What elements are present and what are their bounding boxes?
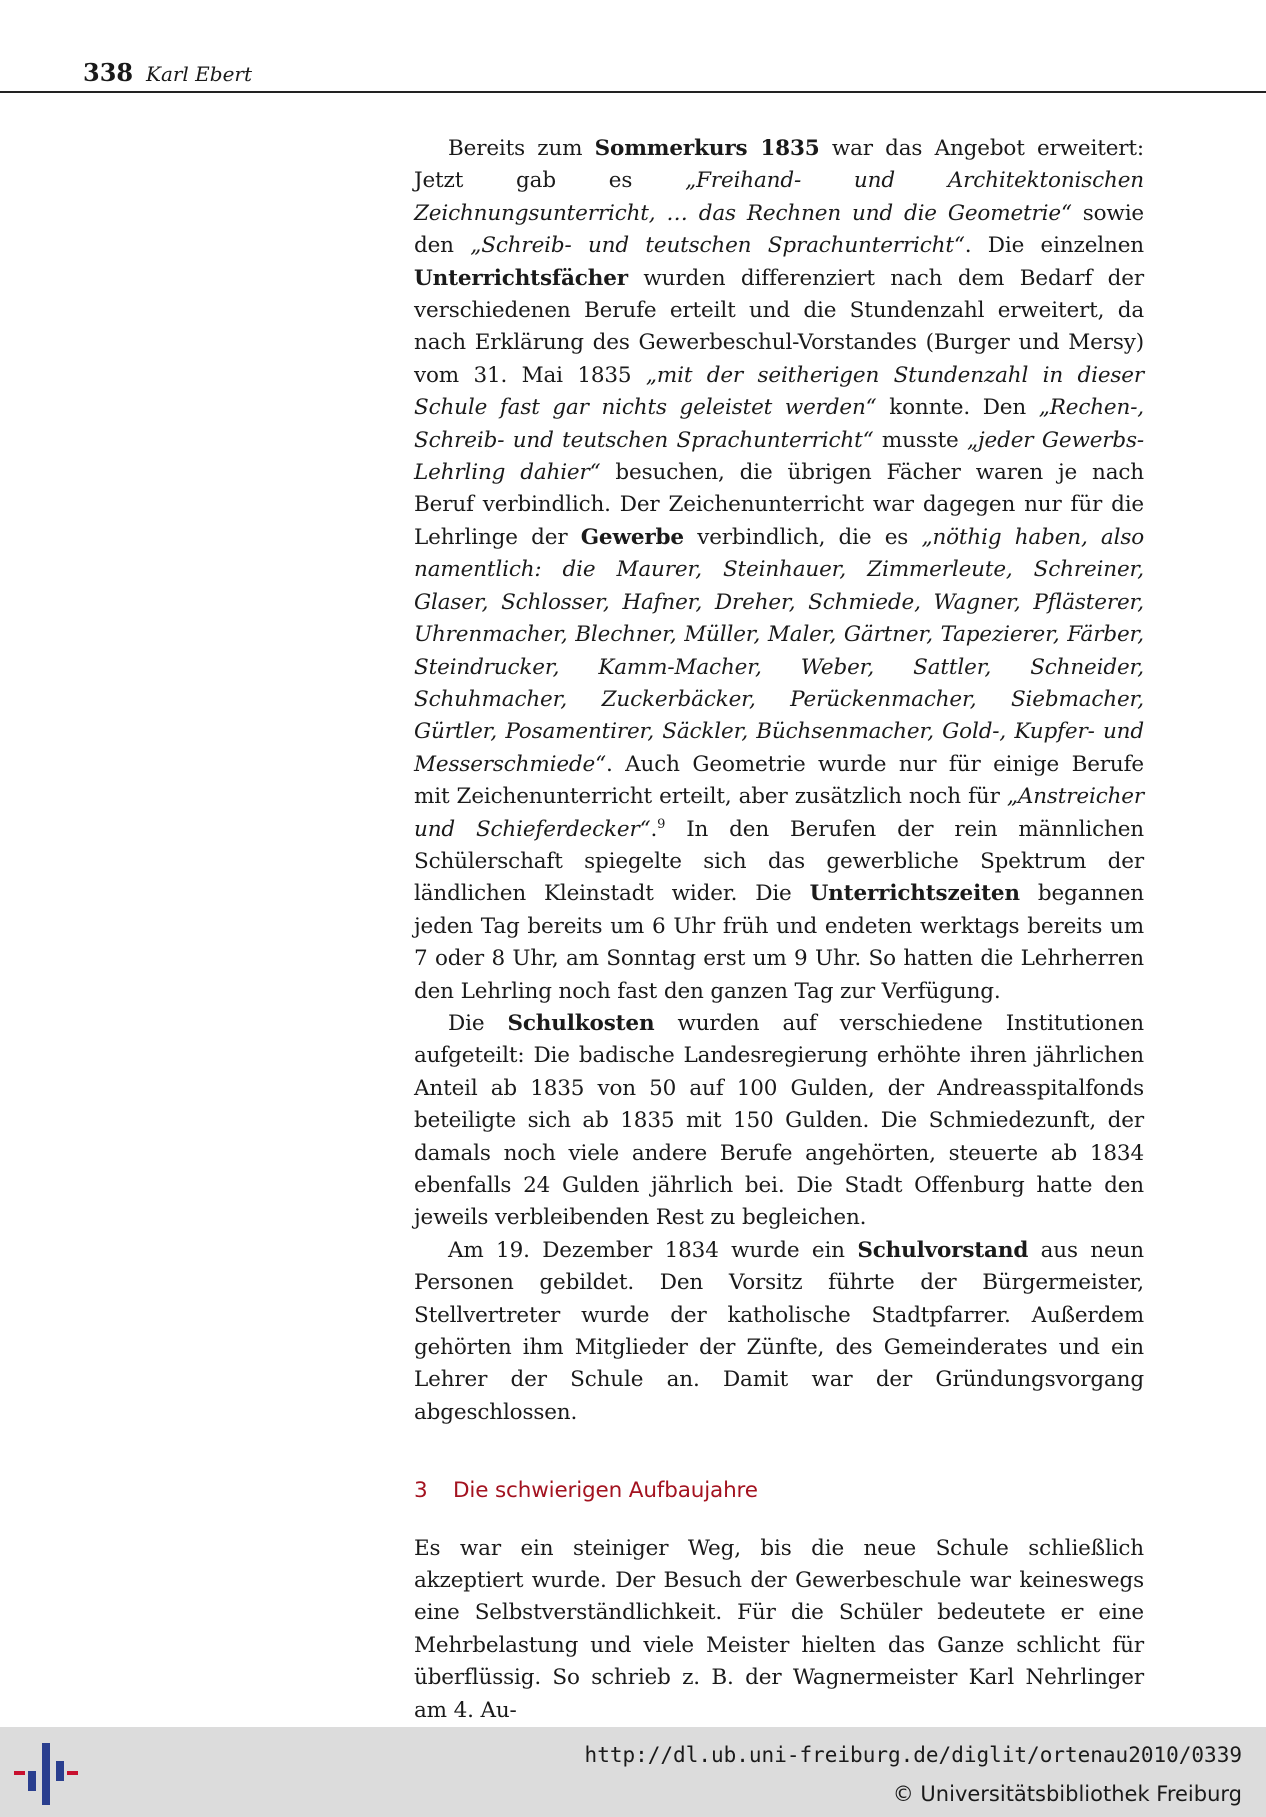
text-run: Die <box>448 1010 508 1036</box>
quotation: „Schreib- und teutschen Sprachunterricht“ <box>470 233 965 259</box>
text-run: musste <box>873 427 968 453</box>
text-run: sowie den <box>414 200 1144 259</box>
paragraph <box>414 1533 1144 1727</box>
quotation: „Anstreicher und Schieferdecker“ <box>414 784 1144 842</box>
bold-term: Schulvorstand <box>857 1237 1029 1263</box>
text-run: konnte. Den <box>876 395 1039 421</box>
text-run: Es war ein steiniger Weg, bis die neue Schule schließlich akzeptiert wurde. Der Besuch der Gewerbeschule war keineswegs eine Selbstverständlichkeit. Für die Schüler bedeutete er eine Mehrbelastung und viele Meister hielten das Ganze schlicht für überflüssig. So schrieb z. B. der Wagnermeister Karl Nehrlinger am 4. Au- <box>414 1535 1144 1723</box>
section-number: 3 <box>414 1478 428 1504</box>
ub-freiburg-logo-icon <box>10 1741 82 1807</box>
main-text <box>414 133 1144 1727</box>
paragraph <box>414 133 1144 1008</box>
quotation: „mit der seitherigen Stundenzahl in dieser Schule fast gar nichts geleistet werden“ <box>414 362 1144 421</box>
text-run: Bereits zum <box>448 136 595 161</box>
text-run: verbindlich, die es <box>683 524 922 550</box>
quotation: „nöthig haben, also namentlich: die Maurer, Steinhauer, Zimmerleute, Schreiner, Glaser, Schlosser, Hafner, Dreher, Schmiede, Wagner, Pflästerer, Uhrenmacher, Blechner, Müller, Maler, Gärtner, Tapezierer, Färber, Steindrucker, Kamm-Macher, Weber, Sattler, Schneider, Schuhmacher, Zuckerbäcker, Perückenmacher, Siebmacher, Gürtler, Posamentirer, Säckler, Büchsenmacher, Gold-, Kupfer- und Messerschmiede“ <box>414 524 1144 777</box>
source-url[interactable]: http://dl.ub.uni-freiburg.de/diglit/ortenau2010/0339 <box>584 1743 1242 1767</box>
copyright-notice: © Universitätsbibliothek Freiburg <box>892 1782 1242 1806</box>
text-run: wurden differenziert nach dem Bedarf der verschiedenen Berufe erteilt und die Stundenzahl erweitert, da nach Erklärung des Gewerbeschul-Vorstandes (Burger und Mersy) vom 31. Mai 1835 <box>414 265 1144 388</box>
section-title: Die schwierigen Aufbaujahre <box>453 1478 758 1504</box>
text-run: besuchen, die übrigen Fächer waren je nach Beruf verbindlich. Der Zeichenunterricht war dagegen nur für die Lehrlinge der <box>414 460 1144 550</box>
bold-term: Gewerbe <box>580 524 684 550</box>
header-rule <box>0 91 1266 93</box>
paragraph <box>414 1235 1144 1429</box>
text-run: . Auch Geometrie wurde nur für einige Berufe mit Zeichenunterricht erteilt, aber zusätzlich noch für <box>414 751 1144 810</box>
bold-term: Sommerkurs 1835 <box>594 136 820 161</box>
running-head: Karl Ebert <box>146 62 253 86</box>
text-run: wurden auf verschiedene Institutionen aufgeteilt: Die badische Landesregierung erhöhte ihren jährlichen Anteil ab 1835 von 50 auf 100 Gulden, der Andreasspitalfonds beteiligte sich ab 1835 mit 150 Gulden. Die Schmiedezunft, der damals noch viele andere Berufe angehörten, steuerte ab 1834 ebenfalls 24 Gulden jährlich bei. Die Stadt Offenburg hatte den jeweils verbleibenden Rest zu begleichen. <box>414 1010 1145 1231</box>
paragraph <box>414 1008 1144 1235</box>
section-heading <box>414 1475 1144 1507</box>
quotation: „Rechen-, Schreib- und teutschen Sprachunterricht“ <box>414 395 1144 453</box>
text-run: . <box>650 816 658 842</box>
text-run: In den Berufen der rein männlichen Schülerschaft spiegelte sich das gewerbliche Spektrum der ländlichen Kleinstadt wider. Die <box>414 816 1144 907</box>
bold-term: Unterrichtsfächer <box>414 265 628 291</box>
text-run: war das Angebot erweitert: Jetzt gab es <box>414 136 1144 194</box>
page-footer <box>0 1727 1266 1817</box>
footnote-ref: 9 <box>657 816 666 832</box>
text-run: . Die einzelnen <box>964 233 1144 259</box>
text-run: begannen jeden Tag bereits um 6 Uhr früh und endeten werktags bereits um 7 oder 8 Uhr, am Sonntag erst um 9 Uhr. So hatten die Lehrherren den Lehrling noch fast den ganzen Tag zur Verfügung. <box>414 881 1144 1004</box>
page-number: 338 <box>83 58 134 87</box>
text-run: aus neun Personen gebildet. Den Vorsitz führte der Bürgermeister, Stellvertreter wurde der katholische Stadtpfarrer. Außerdem gehörten ihm Mitglieder der Zünfte, des Gemeinderates und ein Lehrer der Schule an. Damit war der Gründungsvorgang abgeschlossen. <box>414 1237 1144 1425</box>
bold-term: Unterrichtszeiten <box>809 881 1020 907</box>
text-run: Am 19. Dezember 1834 wurde ein <box>448 1237 858 1263</box>
page-header <box>0 0 1266 92</box>
quotation: „jeder Gewerbs-Lehrling dahier“ <box>414 427 1145 486</box>
quotation: „Freihand- und Architektonischen Zeichnungsunterricht, … das Rechnen und die Geometrie“ <box>414 168 1144 226</box>
bold-term: Schulkosten <box>507 1010 655 1036</box>
